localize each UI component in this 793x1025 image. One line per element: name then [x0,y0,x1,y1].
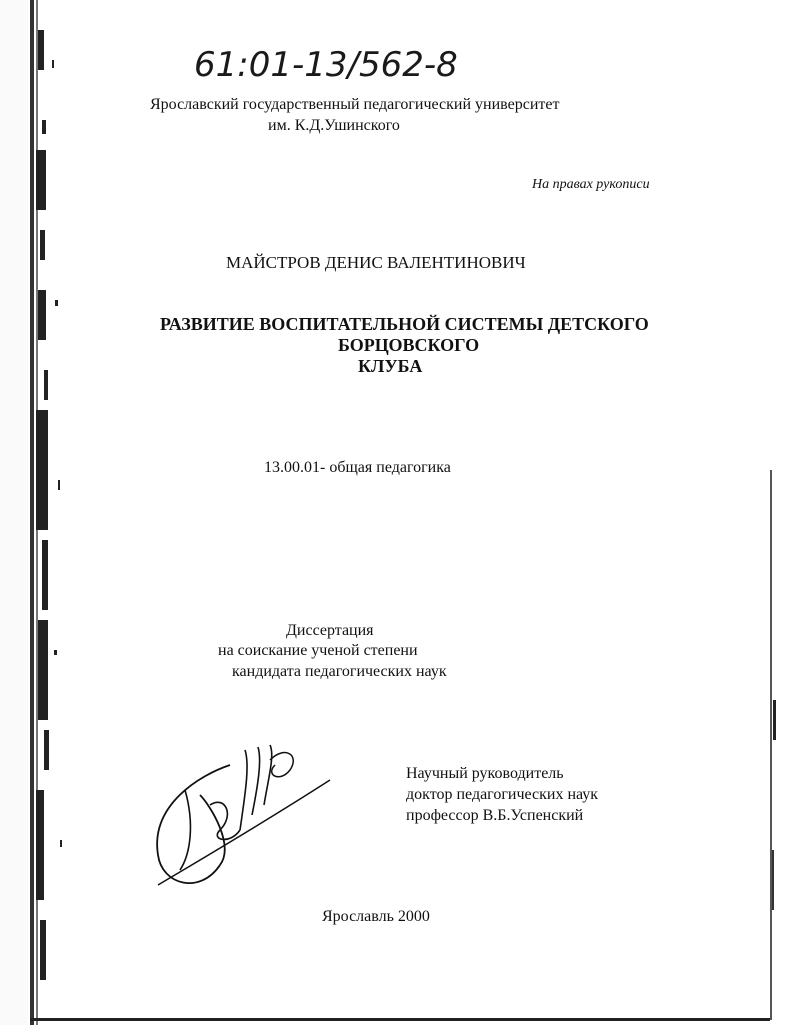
city-year: Ярославль 2000 [322,908,430,925]
scan-right-edge [748,0,793,1025]
signature [140,735,350,915]
supervisor-label: Научный руководитель [406,765,564,782]
bottom-scan-line [30,1018,770,1021]
scan-edge-noise [0,0,70,1025]
title-line-1: РАЗВИТИЕ ВОСПИТАТЕЛЬНОЙ СИСТЕМЫ ДЕТСКОГО [160,314,649,334]
title-line-3: КЛУБА [358,356,423,376]
handwritten-shelfmark [190,38,550,88]
supervisor-name: профессор В.Б.Успенский [406,807,584,824]
specialty-code: 13.00.01- общая педагогика [264,459,451,476]
supervisor-degree: доктор педагогических наук [406,786,599,803]
title-line-2: БОРЦОВСКОГО [338,335,480,355]
shelfmark-text: 61:01-13/562-8 [194,45,458,85]
author-name: МАЙСТРОВ ДЕНИС ВАЛЕНТИНОВИЧ [226,253,526,272]
dissertation-label: Диссертация [286,622,374,639]
degree-line-1: на соискание ученой степени [218,642,418,659]
degree-line-2: кандидата педагогических наук [232,663,447,680]
university-eponym: им. К.Д.Ушинского [268,117,400,134]
university-name: Ярославский государственный педагогический университет [150,96,560,113]
rights-note: На правах рукописи [532,177,650,192]
